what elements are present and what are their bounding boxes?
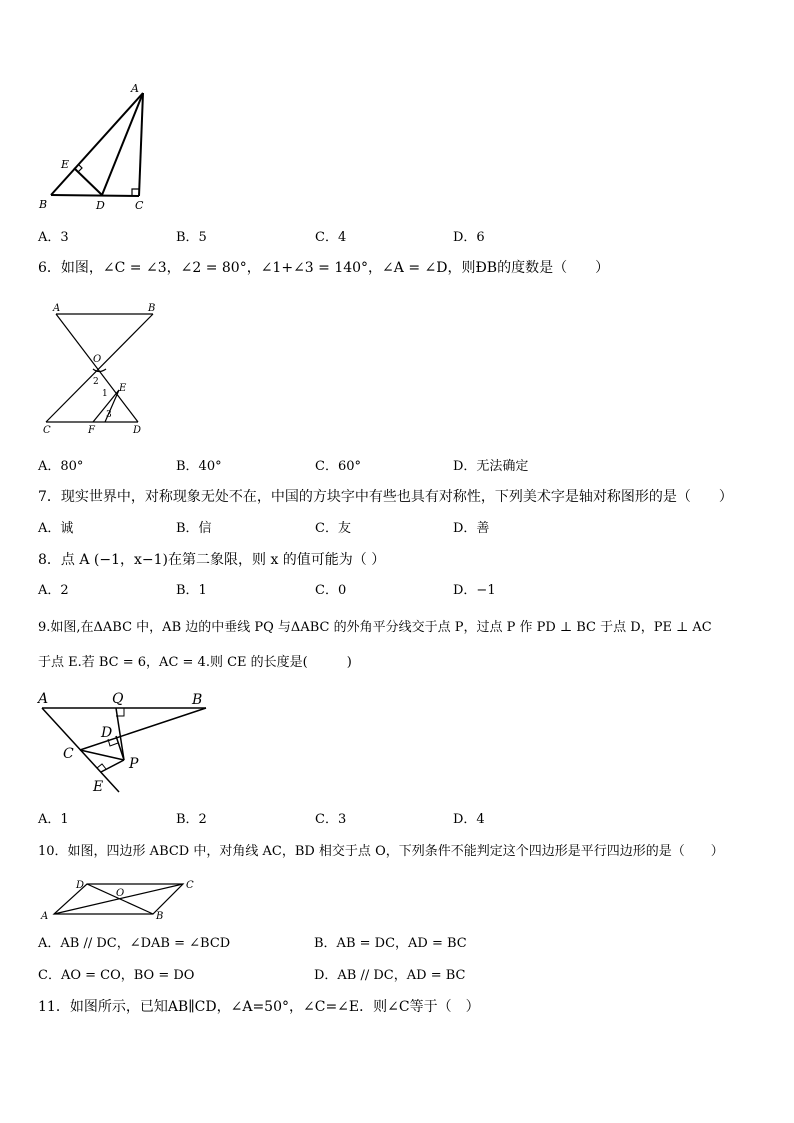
q6-option-c[interactable]: C．60° [315,459,361,474]
q5-figure [30,80,160,215]
label-a: A [41,911,49,922]
q10-stem: 10．如图，四边形 ABCD 中，对角线 AC，BD 相交于点 O，下列条件不能判定这个四边形是平行四边形的是（ ） [38,844,724,859]
angle-arc-2 [93,369,106,372]
label-3: 3 [106,410,112,420]
q9-option-d[interactable]: D．4 [453,812,485,827]
q8-option-d[interactable]: D．−1 [453,583,496,598]
q5-option-c[interactable]: C．4 [315,230,347,245]
q9-stem-line1: 9.如图,在ΔABC 中，AB 边的中垂线 PQ 与ΔABC 的外角平分线交于点 P，过点 P 作 PD ⊥ BC 于点 D，PE ⊥ AC [38,620,712,635]
q8-stem: 8．点 A (−1，x−1)在第二象限，则 x 的值可能为（ ） [38,552,386,568]
label-f: F [88,425,95,436]
q10-option-b[interactable]: B．AB = DC，AD = BC [314,936,467,951]
q10-option-c[interactable]: C．AO = CO，BO = DO [38,968,195,983]
q7-stem: 7．现实世界中，对称现象无处不在，中国的方块字中有些也具有对称性，下列美术字是轴对称图形的是（ ） [38,489,733,505]
label-c: C [63,746,74,762]
segment-cp [80,750,124,760]
label-o: O [93,354,102,365]
q9-stem-line2: 于点 E.若 BC = 6，AC = 4.则 CE 的长度是( ) [38,655,352,670]
q7-option-c[interactable]: C．友 [315,521,351,536]
label-1: 1 [102,389,108,399]
label-d: D [96,199,105,212]
label-2: 2 [93,377,99,387]
label-p: P [129,756,139,772]
segment-bc [46,314,153,422]
segment-pe [101,760,124,772]
label-b: B [148,303,156,314]
q10-option-a[interactable]: A．AB // DC，∠DAB = ∠BCD [38,936,231,951]
right-angle-mark-e [97,764,106,769]
label-d: D [133,425,142,436]
label-c: C [135,199,144,212]
label-d: D [101,725,113,741]
right-angle-mark-e [78,164,82,172]
q10-option-d[interactable]: D．AB // DC，AD = BC [314,968,466,983]
segment-ad [56,314,138,422]
q9-option-c[interactable]: C．3 [315,812,347,827]
segment-ad [102,93,143,195]
q6-option-d[interactable]: D．无法确定 [453,459,529,474]
segment-cb [80,708,206,750]
label-o: O [116,888,125,899]
q8-option-b[interactable]: B．1 [176,583,207,598]
label-c: C [43,425,51,436]
label-e: E [119,383,127,394]
q7-option-a[interactable]: A．诚 [38,521,74,536]
q5-option-d[interactable]: D．6 [453,230,485,245]
q9-option-b[interactable]: B．2 [176,812,207,827]
label-b: B [192,692,203,708]
q8-option-c[interactable]: C．0 [315,583,347,598]
label-e: E [61,158,70,171]
segment-bc [51,195,139,196]
q5-option-a[interactable]: A．3 [38,230,69,245]
label-a: A [131,82,139,95]
label-a: A [38,691,49,707]
q6-option-a[interactable]: A．80° [38,459,84,474]
label-e: E [93,779,104,795]
q9-option-a[interactable]: A．1 [38,812,69,827]
label-b: B [156,911,164,922]
q10-figure [36,876,206,922]
label-d: D [76,880,85,891]
q7-option-b[interactable]: B．信 [176,521,212,536]
q6-option-b[interactable]: B．40° [176,459,222,474]
q8-option-a[interactable]: A．2 [38,583,69,598]
segment-ac [139,93,143,196]
q5-option-b[interactable]: B．5 [176,230,207,245]
q11-stem: 11．如图所示，已知AB∥CD，∠A=50°，∠C=∠E．则∠C等于（ ） [38,999,480,1015]
q6-stem: 6．如图，∠C = ∠3，∠2 = 80°，∠1+∠3 = 140°，∠A = ∠D，则ÐB的度数是（ ） [38,260,610,276]
segment-ab [51,93,143,195]
label-c: C [186,880,194,891]
label-a: A [53,303,61,314]
q7-option-d[interactable]: D．善 [453,521,490,536]
label-q: Q [112,691,124,707]
label-b: B [39,198,48,211]
q9-figure [34,688,214,798]
q6-figure [36,298,166,438]
